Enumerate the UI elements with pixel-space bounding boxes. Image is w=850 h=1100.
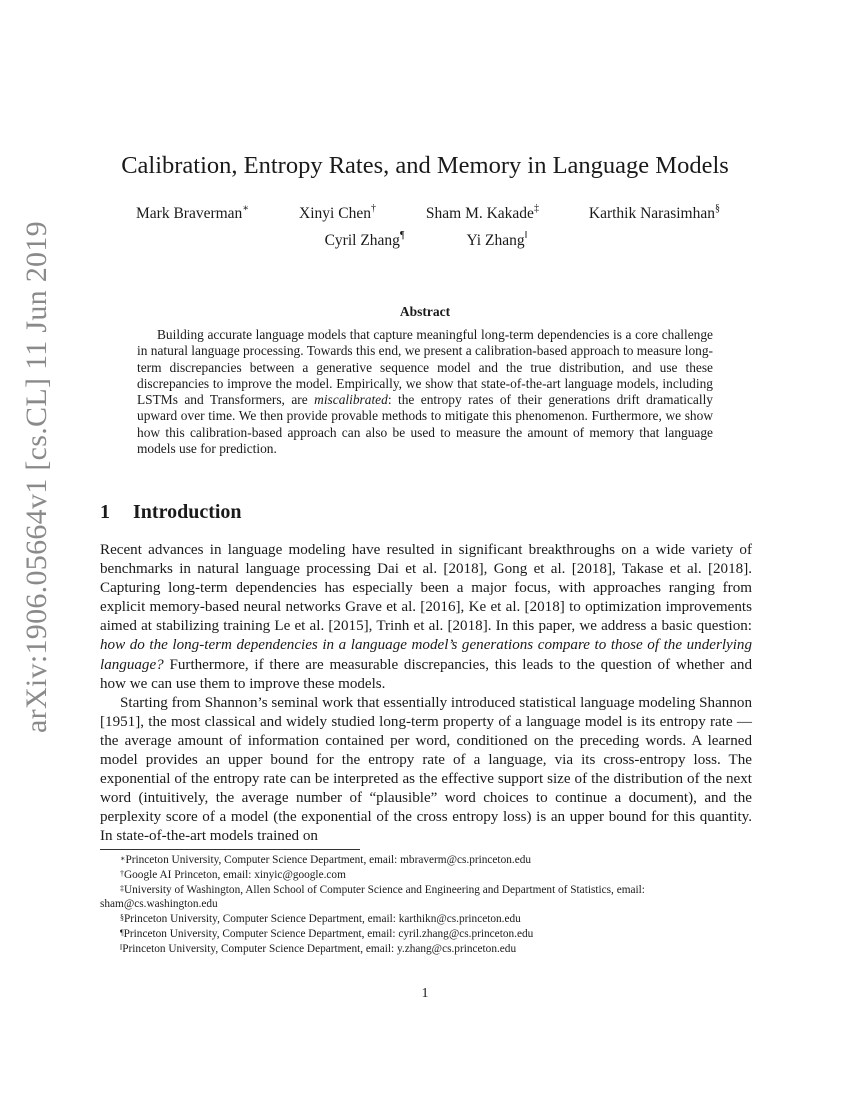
author: Cyril Zhang¶ [324,230,405,249]
footnotes [100,853,752,957]
abstract-text: Building accurate language models that capture meaningful long-term dependencies is a core challenge in natural language processing. Towards this end, we present a calibration-based approach to measure long-term discrepancies between a generative sequence model and the true distribution, and use these discrepancies to improve the model. Empirically, we show that state-of-the-art language models, including LSTMs and Transformers, are miscalibrated: the entropy rates of their generations drift dramatically upward over time. We then provide provable methods to mitigate this phenomenon. Furthermore, we show how this calibration-based approach can also be used to measure the amount of memory that language models use for prediction. [137,327,714,457]
author: Karthik Narasimhan§ [588,203,720,222]
section-heading [100,501,242,524]
section-number: 1 [100,501,110,523]
author-row-1 [100,205,752,223]
author-row-2 [100,232,752,250]
footnote: †Google AI Princeton, email: xinyic@google.com [120,868,346,881]
author: Xinyi Chen† [299,203,376,222]
footnote: ‖Princeton University, Computer Science Department, email: y.zhang@cs.princeton.edu [120,942,517,955]
paper-title: Calibration, Entropy Rates, and Memory in Language Models [121,152,729,179]
paragraph: Starting from Shannon’s seminal work that essentially introduced statistical language modeling Shannon [1951], the most classical and widely studied long-term property of a language model is its entropy rate — the average amount of information contained per word, conditioned on the preceding words. A learned model provides an upper bound for the entropy rate of a language, via its cross-entropy loss. The exponential of the entropy rate can be interpreted as the effective support size of the distribution of the next word (intuitively, the average number of “plausible” word choices to continue a document), and the perplexity score of a model (the exponential of the cross entropy loss) is an upper bound for this quantity. In state-of-the-art models trained on [100,694,752,845]
footnote-rule [100,849,360,850]
author: Yi Zhang‖ [466,230,528,249]
footnote: §Princeton University, Computer Science Department, email: karthikn@cs.princeton.edu [120,913,521,926]
section-title: Introduction [133,501,242,523]
footnote: ‡University of Washington, Allen School of Computer Science and Engineering and Department of Statistics, email: sham@cs.washington.edu [100,883,645,911]
page-number: 1 [421,986,429,1001]
abstract-heading: Abstract [399,304,451,319]
intro-body [100,541,752,847]
footnote: ∗Princeton University, Computer Science Department, email: mbraverm@cs.princeton.edu [120,854,532,866]
footnote: ¶Princeton University, Computer Science Department, email: cyril.zhang@cs.princeton.edu [120,927,534,940]
author: Sham M. Kakade‡ [425,203,539,222]
paragraph: Recent advances in language modeling have resulted in significant breakthroughs on a wide variety of benchmarks in natural language processing Dai et al. [2018], Gong et al. [2018], Takase et al. [2018]. Capturing long-term dependencies has especially been a major focus, with approaches ranging from explicit memory-based neural networks Grave et al. [2016], Ke et al. [2018] to optimization improvements aimed at stabilizing training Le et al. [2015], Trinh et al. [2018]. In this paper, we address a basic question: how do the long-term dependencies in a language model’s generations compare to those of the underlying language? Furthermore, if there are measurable discrepancies, this leads to the question of whether and how we can use them to improve these models. [100,542,752,692]
arxiv-id: arXiv:1906.05664v1 [cs.CL] 11 Jun 2019 [20,221,53,733]
author: Mark Braverman∗ [136,203,250,222]
